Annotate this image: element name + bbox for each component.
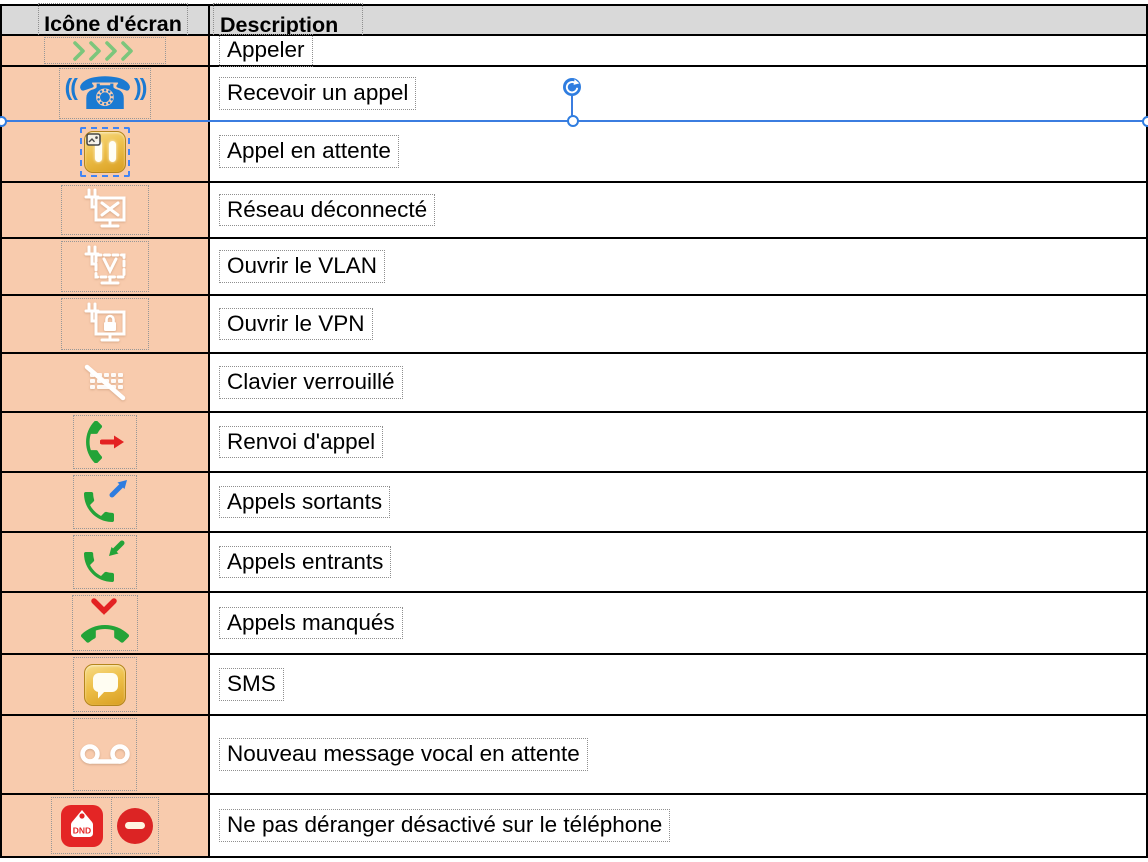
dnd-disabled-icon xyxy=(51,797,159,854)
description-text: Renvoi d'appel xyxy=(219,426,383,459)
description-cell xyxy=(210,183,1146,237)
description-text: Appels entrants xyxy=(219,546,391,579)
icon-cell xyxy=(2,122,210,181)
icon-cell xyxy=(2,593,210,653)
description-cell xyxy=(210,716,1146,793)
line-endpoint-handle-left[interactable] xyxy=(0,116,7,127)
call-chevrons-icon[interactable] xyxy=(72,41,138,61)
description-cell xyxy=(210,473,1146,531)
description-cell xyxy=(210,593,1146,653)
icon-cell xyxy=(2,655,210,714)
header-description-cell xyxy=(210,6,1146,37)
keyboard-locked-icon[interactable] xyxy=(82,364,128,402)
description-cell xyxy=(210,296,1146,352)
ring-wave-left: (( xyxy=(64,74,76,100)
prohibition-icon[interactable] xyxy=(117,808,153,844)
description-text: SMS xyxy=(219,668,284,701)
header-icon-cell xyxy=(2,6,210,34)
icon-cell xyxy=(2,533,210,591)
icon-cell xyxy=(2,183,210,237)
incoming-call-icon[interactable] xyxy=(79,537,131,587)
handset-down-glyph xyxy=(80,621,130,647)
table-row xyxy=(2,655,1146,716)
table-row xyxy=(2,296,1146,354)
description-cell xyxy=(210,67,1146,120)
vlan-icon[interactable] xyxy=(80,245,130,289)
table-row xyxy=(2,593,1146,655)
description-cell xyxy=(210,354,1146,411)
icon-cell xyxy=(2,239,210,294)
description-text: Appels sortants xyxy=(219,486,390,519)
table-header-row xyxy=(2,6,1146,36)
description-text: Ouvrir le VLAN xyxy=(219,250,385,283)
table-row xyxy=(2,533,1146,593)
table-row xyxy=(2,473,1146,533)
description-text: Appels manqués xyxy=(219,607,403,640)
description-text: Ne pas déranger désactivé sur le téléphone xyxy=(219,809,670,842)
dnd-hanger-glyph xyxy=(61,805,103,847)
description-cell xyxy=(210,239,1146,294)
phone-glyph: ☎ xyxy=(76,68,134,119)
description-text: Recevoir un appel xyxy=(219,77,416,110)
missed-arrow-glyph xyxy=(91,598,117,618)
description-cell xyxy=(210,122,1146,181)
icon-cell xyxy=(2,795,210,856)
table-row xyxy=(2,239,1146,296)
icon-cell xyxy=(2,716,210,793)
description-text: Clavier verrouillé xyxy=(219,366,403,399)
ring-wave-right: )) xyxy=(134,74,146,100)
table-row xyxy=(2,36,1146,67)
network-disconnected-icon[interactable] xyxy=(80,188,130,232)
icon-cell xyxy=(2,354,210,411)
outgoing-arrow-glyph xyxy=(108,477,130,499)
description-text: Ouvrir le VPN xyxy=(219,308,373,341)
rotate-handle-icon[interactable] xyxy=(563,78,581,96)
description-cell xyxy=(210,795,1146,856)
call-forward-icon[interactable] xyxy=(75,418,135,466)
table-row xyxy=(2,183,1146,239)
icon-cell xyxy=(2,36,210,65)
line-middle-handle[interactable] xyxy=(567,115,579,127)
incoming-arrow-glyph xyxy=(106,538,128,560)
description-cell xyxy=(210,533,1146,591)
header-description-label: Description xyxy=(220,12,339,37)
icon-cell xyxy=(2,296,210,352)
table-row xyxy=(2,795,1146,858)
voicemail-icon[interactable] xyxy=(79,741,131,769)
sms-icon[interactable] xyxy=(84,664,126,706)
svg-text:DND: DND xyxy=(72,825,91,835)
image-placeholder-icon xyxy=(86,133,102,147)
dnd-sign-icon[interactable] xyxy=(61,805,103,847)
description-text: Appeler xyxy=(219,34,313,67)
description-cell xyxy=(210,36,1146,65)
table-row xyxy=(2,122,1146,183)
forward-arrow-glyph xyxy=(100,434,126,450)
selected-image-border xyxy=(80,127,130,177)
header-icon-label: Icône d'écran xyxy=(44,11,182,36)
ringing-phone-icon[interactable] xyxy=(64,68,146,119)
description-cell xyxy=(210,655,1146,714)
icon-cell xyxy=(2,473,210,531)
description-cell xyxy=(210,413,1146,471)
description-text: Réseau déconnecté xyxy=(219,194,435,227)
icon-cell xyxy=(2,67,210,120)
speech-bubble-glyph xyxy=(87,667,123,703)
icon-description-table xyxy=(0,4,1148,858)
outgoing-call-icon[interactable] xyxy=(79,477,131,527)
vpn-icon[interactable] xyxy=(80,302,130,346)
table-row xyxy=(2,716,1146,795)
description-text: Appel en attente xyxy=(219,135,399,168)
table-row xyxy=(2,354,1146,413)
call-hold-icon[interactable] xyxy=(84,131,126,173)
missed-call-icon[interactable] xyxy=(79,598,131,648)
description-text: Nouveau message vocal en attente xyxy=(219,738,588,771)
table-row xyxy=(2,413,1146,473)
icon-cell xyxy=(2,413,210,471)
line-endpoint-handle-right[interactable] xyxy=(1142,116,1148,127)
